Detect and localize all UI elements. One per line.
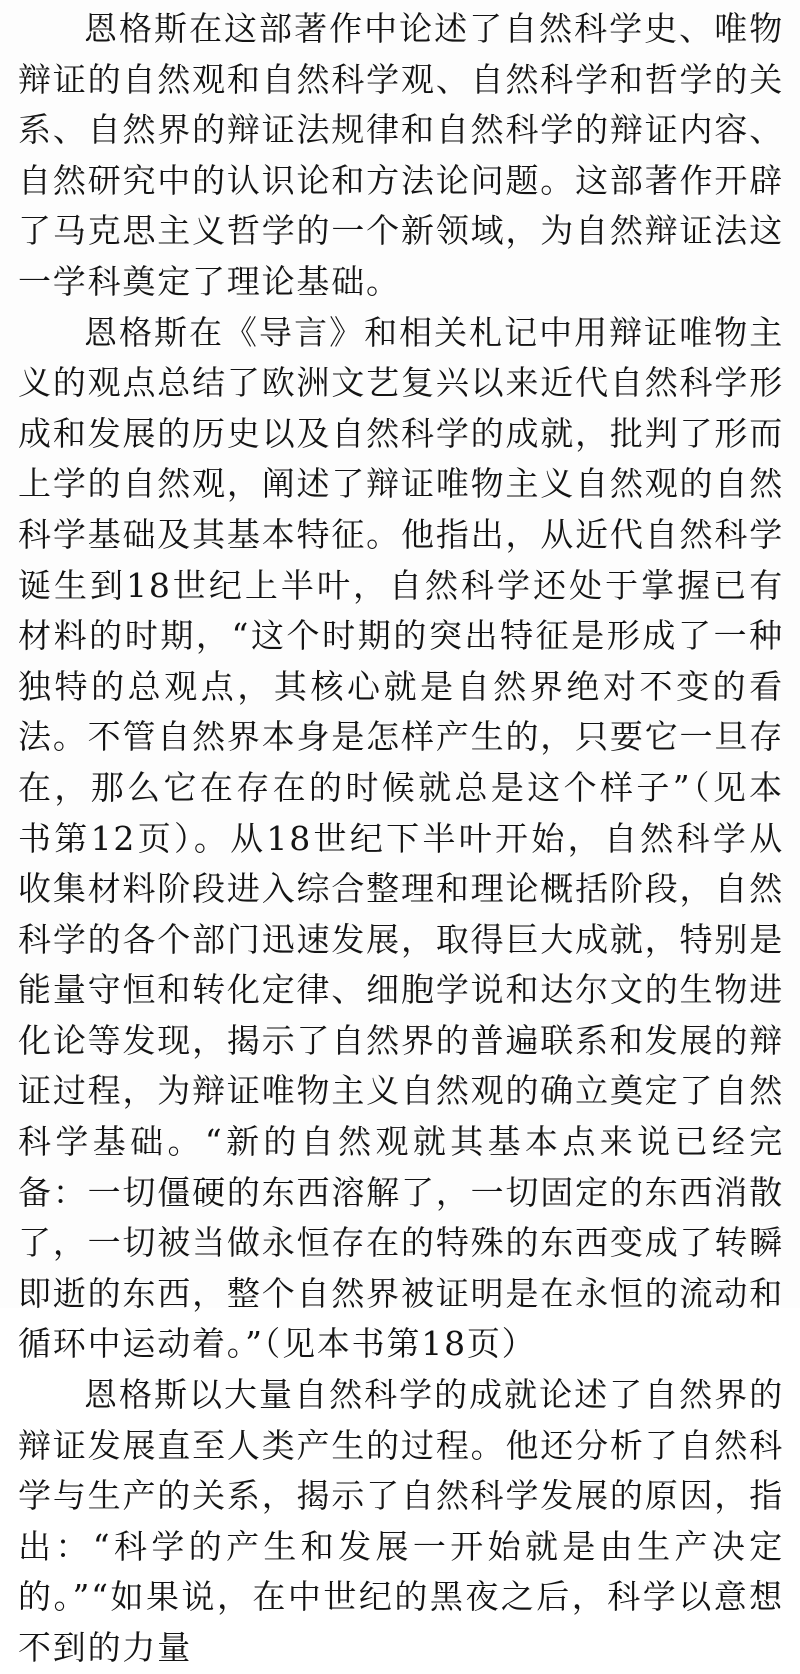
- body-text: [18, 4, 784, 1674]
- paragraph-intro: 恩格斯在这部著作中论述了自然科学史、唯物辩证的自然观和自然科学观、自然科学和哲学的关系、自然界的辩证法规律和自然科学的辩证内容、自然研究中的认识论和方法论问题。这部著作开辟了马克思主义哲学的一个新领域，为自然辩证法这一学科奠定了理论基础。: [18, 9, 784, 301]
- paragraph-science-production: 恩格斯以大量自然科学的成就论述了自然界的辩证发展直至人类产生的过程。他还分析了自然科学与生产的关系，揭示了自然科学发展的原因，指出：“科学的产生和发展一开始就是由生产决定的。”“如果说，在中世纪的黑夜之后，科学以意想不到的力量: [18, 1375, 784, 1667]
- paragraph-introduction-notes: 恩格斯在《导言》和相关札记中用辩证唯物主义的观点总结了欧洲文艺复兴以来近代自然科学形成和发展的历史以及自然科学的成就，批判了形而上学的自然观，阐述了辩证唯物主义自然观的自然科学基础及其基本特征。他指出，从近代自然科学诞生到18世纪上半叶，自然科学还处于掌握已有材料的时期，“这个时期的突出特征是形成了一种独特的总观点，其核心就是自然界绝对不变的看法。不管自然界本身是怎样产生的，只要它一旦存在，那么它在存在的时候就总是这个样子”（见本书第12页）。从18世纪下半叶开始，自然科学从收集材料阶段进入综合整理和理论概括阶段，自然科学的各个部门迅速发展，取得巨大成就，特别是能量守恒和转化定律、细胞学说和达尔文的生物进化论等发现，揭示了自然界的普遍联系和发展的辩证过程，为辩证唯物主义自然观的确立奠定了自然科学基础。“新的自然观就其基本点来说已经完备：一切僵硬的东西溶解了，一切固定的东西消散了，一切被当做永恒存在的特殊的东西变成了转瞬即逝的东西，整个自然界被证明是在永恒的流动和循环中运动着。”（见本书第18页）: [18, 312, 784, 1364]
